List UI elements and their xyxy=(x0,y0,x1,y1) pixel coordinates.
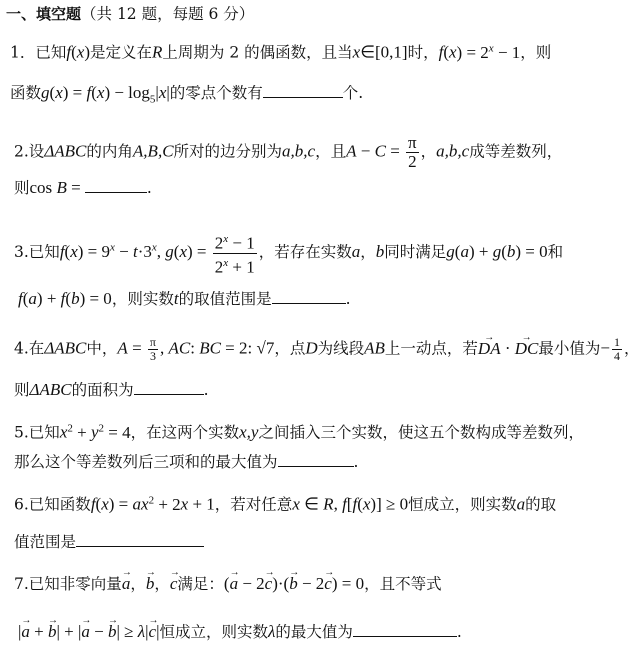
question-1-line-2: 函数$g(x) = f(x) - \log_5|x|$的零点个数有 个. xyxy=(10,83,364,106)
answer-blank-2[interactable] xyxy=(85,178,147,193)
question-2-line-2: 则cos B = . xyxy=(14,178,152,197)
answer-blank-4[interactable] xyxy=(134,380,204,395)
question-3-line-1: 3.已知$f(x) = 9^x - t\cdot 3^x$, g(x) = $\frac{2^x - 1}{2^x + 1}$ ，若存在实数a，b同时满足g(a) + g(b) = 0和 xyxy=(14,230,563,276)
question-5-line-2: 那么这个等差数列后三项和的最大值为 . xyxy=(14,453,359,471)
answer-blank-7[interactable] xyxy=(353,622,457,637)
answer-blank-6[interactable] xyxy=(76,532,204,547)
question-1-line-1: 1．已知f(x)是定义在R上周期为 2 的偶函数，且当x∈[0,1]时，$f(x) = 2^x - 1$，则 xyxy=(10,42,552,62)
question-5-line-1: 5.已知$x^2 + y^2 = 4$，在这两个实数x,y之间插入三个实数，使这五个数构成等差数列， xyxy=(14,422,584,442)
section-header xyxy=(6,4,254,24)
question-3-line-2: f(a) + f(b) = 0，则实数t的取值范围是 . xyxy=(18,289,351,308)
question-2-line-1: 2.设ΔABC的内角A,B,C所对的边分别为a,b,c，且A − C = $\frac{\pi}{2}$ ，a,b,c成等差数列， xyxy=(14,133,563,171)
question-4-line-2: 则ΔABC的面积为 . xyxy=(14,380,209,399)
question-6-line-2: 值范围是 xyxy=(14,532,204,552)
question-6-line-1: 6.已知函数$f(x) = ax^2 + 2x + 1$，若对任意x ∈ R, f[f(x)] ≥ 0恒成立，则实数a的取 xyxy=(14,494,557,514)
question-7-line-1: 7.已知非零向量→ a，→ b，→ c满足：(→ a − 2→ c)·(→ b − 2→ c) = 0，且不等式 xyxy=(14,574,442,594)
answer-blank-3[interactable] xyxy=(272,289,346,304)
pi-over-2: $\frac{\pi}{2}$ xyxy=(408,133,417,171)
section-title: 一、填空题 xyxy=(6,5,82,23)
answer-blank-1[interactable] xyxy=(263,83,343,98)
section-note: （共 12 题，每题 6 分） xyxy=(81,5,255,23)
question-4-line-1: 4.在ΔABC中，A = $\frac{\pi}{3}$ , AC: BC = 2: √7，点D为线段AB上一动点，若→ DA · → DC最小值为− $\frac{1}{4}$ ， xyxy=(14,336,640,363)
question-7-line-2: |→ a + → b| + |→ a − → b| ≥ λ|→ c|恒成立，则实数λ的最大值为 . xyxy=(18,622,462,642)
answer-blank-5[interactable] xyxy=(278,452,354,467)
fraction-g: $\frac{2^x - 1}{2^x + 1}$ xyxy=(213,230,257,276)
